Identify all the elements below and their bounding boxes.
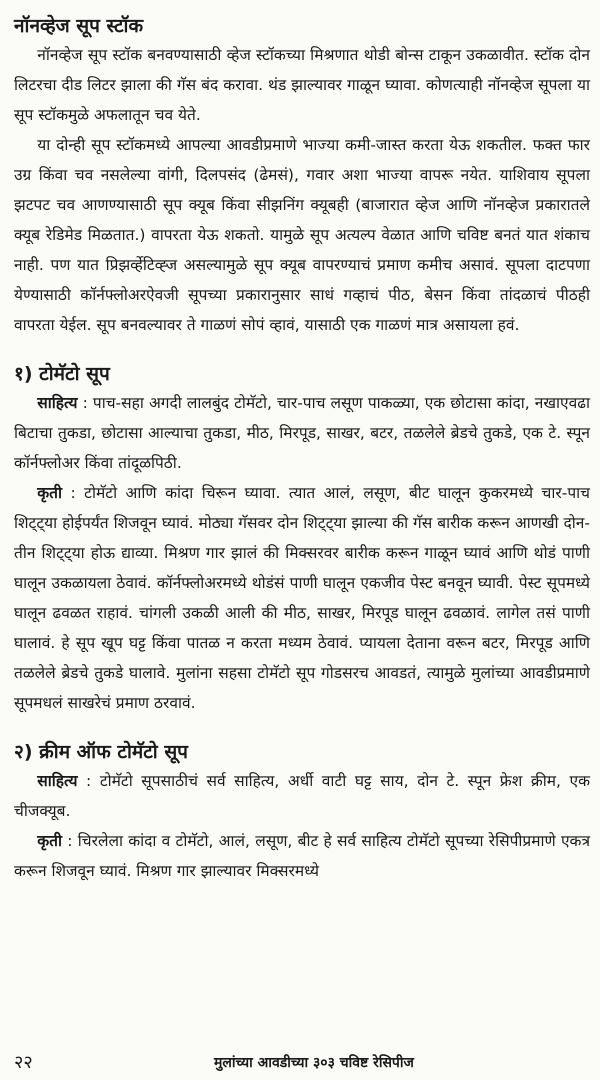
intro-paragraph-1: नॉनव्हेज सूप स्टॉक बनवण्यासाठी व्हेज स्टॉकच्या मिश्रणात थोडी बोन्स टाकून उकळावीत. स्टॉक दोन लिटरचा दीड लिटर झाला की गॅस बंद करावा. थंड झाल्यावर गाळून घ्यावा. कोणत्याही नॉनव्हेज सूपला या सूप स्टॉकमुळे अफलातून चव येते.	[14, 46, 590, 124]
recipe1-ingredients	[14, 388, 590, 478]
method-text: : टोमॅटो आणि कांदा चिरून घ्यावा. त्यात आलं, लसूण, बीट घालून कुकरमध्ये चार-पाच शिट्ट्या होईपर्यंत शिजवून घ्यावं. मोठ्या गॅसवर दोन शिट्ट्या झाल्या की गॅस बारीक करून आणखी दोन-तीन शिट्ट्या होऊ द्याव्या. मिश्रण गार झालं की मिक्सरवर बारीक करून गाळून घ्यावं आणि थोडं पाणी घालून उकळायला ठेवावं. कॉर्नफ्लोअरमध्ये थोडंसं पाणी घालून एकजीव पेस्ट बनवून घ्यावी. पेस्ट सूपमध्ये घालून ढवळत राहावं. चांगली उकळी आली की मीठ, साखर, मिरपूड घालून ढवळावं. लागेल तसं पाणी घालावं. हे सूप खूप घट्ट किंवा पातळ न करता मध्यम ठेवावं. प्यायला देताना वरून बटर, मिरपूड आणि तळलेले ब्रेडचे तुकडे घालावे. मुलांना सहसा टोमॅटो सूप गोडसरच आवडतं, त्यामुळे मुलांच्या आवडीप्रमाणे सूपमधलं साखरेचं प्रमाण ठरवावं.	[14, 484, 590, 712]
method-label: कृती	[37, 484, 63, 502]
ingredients-label: साहित्य	[37, 394, 78, 412]
recipe-heading-cream-of-tomato: २) क्रीम ऑफ टोमॅटो सूप	[14, 741, 188, 763]
method-label: कृती	[37, 832, 63, 850]
book-title: मुलांच्या आवडीच्या ३०३ चविष्ट रेसिपीज	[214, 1055, 414, 1071]
recipe2-ingredients	[14, 766, 590, 826]
page-number: २२	[14, 1052, 33, 1073]
ingredients-text: : पाच-सहा अगदी लालबुंद टोमॅटो, चार-पाच लसूण पाकळ्या, एक छोटासा कांदा, नखाएवढा बिटाचा तुकडा, छोटासा आल्याचा तुकडा, मीठ, मिरपूड, साखर, बटर, तळलेले ब्रेडचे तुकडे, एक टे. स्पून कॉर्नफ्लोअर किंवा तांदूळपिठी.	[14, 394, 590, 472]
recipe2-method	[14, 826, 590, 886]
section-heading-nonveg-stock: नॉनव्हेज सूप स्टॉक	[14, 15, 144, 37]
ingredients-text: : टोमॅटो सूपसाठीचं सर्व साहित्य, अर्धी वाटी घट्ट साय, दोन टे. स्पून फ्रेश क्रीम, एक चीजक्यूब.	[14, 772, 590, 820]
recipe-heading-tomato-soup: १) टोमॅटो सूप	[14, 363, 110, 385]
recipe1-method	[14, 478, 590, 718]
page-footer	[14, 1050, 590, 1074]
page-content	[14, 8, 590, 886]
ingredients-label: साहित्य	[37, 772, 78, 790]
method-text: : चिरलेला कांदा व टोमॅटो, आलं, लसूण, बीट हे सर्व साहित्य टोमॅटो सूपच्या रेसिपीप्रमाणे एकत्र करून शिजवून घ्यावं. मिश्रण गार झाल्यावर मिक्सरमध्ये	[14, 832, 590, 880]
intro-paragraph-2: या दोन्ही सूप स्टॉकमध्ये आपल्या आवडीप्रमाणे भाज्या कमी-जास्त करता येऊ शकतील. फक्त फार उग्र किंवा चव नसलेल्या वांगी, दिलपसंद (ढेमसं), गवार अशा भाज्या वापरू नयेत. याशिवाय सूपला झटपट चव आणण्यासाठी सूप क्यूब किंवा सीझनिंग क्यूबही (बाजारात व्हेज आणि नॉनव्हेज प्रकारातले क्यूब रेडिमेड मिळतात.) वापरता येऊ शकतो. यामुळे सूप अत्यल्प वेळात आणि चविष्ट बनतं यात शंकाच नाही. पण यात प्रिझर्व्हेटिव्ह्ज असल्यामुळे सूप क्यूब वापरण्याचं प्रमाण कमीच असावं. सूपला दाटपणा येण्यासाठी कॉर्नफ्लोअरऐवजी सूपच्या प्रकारानुसार साधं गव्हाचं पीठ, बेसन किंवा तांदळाचं पीठही वापरता येईल. सूप बनवल्यावर ते गाळणं सोपं व्हावं, यासाठी एक गाळणं मात्र असायला हवं.	[14, 136, 590, 334]
